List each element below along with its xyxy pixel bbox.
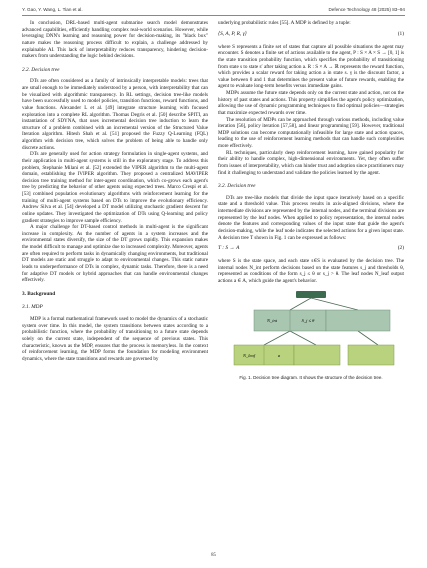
page-number: 85 — [211, 553, 216, 558]
left-column — [22, 20, 208, 362]
label-condition: S_j ≤ θ — [301, 317, 315, 323]
edge — [290, 331, 316, 345]
leaf-node — [348, 345, 394, 365]
paragraph: DTs are generally used for action strategy formulation in single-agent systems, and their application in multi-agent systems is still in the exploratory stage. To address this problem, Stephanie Milani et al. [52] extended the VIPER algorithm to the multi-agent domain, establishing the IVIPER algorithm. They proposed a centralized MAVIPER decision tree training method for inter-agent coordination, which co-grows each agent's tree by predicting the behavior of other agents using expected trees. Marco Crespi et al. [53] combined population evolutionary algorithms with reinforcement learning for the training of multi-agent systems based on DTs to improve the evolutionary efficiency. Andrew Silva et al. [54] developed a DT model utilizing stochastic gradient descent for online updates. They investigated the optimization of DTs using Q-learning and policy gradient strategies to improve sample efficiency. — [22, 151, 208, 224]
decision-tree-diagram — [218, 289, 404, 373]
label-n-int: N_int — [266, 317, 278, 323]
header-journal: Defence Technology 48 (2025) 83–94 — [328, 7, 405, 12]
right-column — [218, 20, 404, 381]
section-heading-3-2: 3.2. Decision tree — [218, 183, 256, 190]
edge — [358, 331, 378, 345]
header-rule — [22, 15, 405, 16]
label-n-leaf: N_leaf — [243, 352, 255, 358]
paragraph: where S represents a finite set of states that capture all possible situations the agent may encounter. S denotes a finite set of actions available to the agent, P : S × A × S → [0, 1] is the state transition probability function, which specifies the probability of transitioning from state s to state s′ after taking action a. R : S × A → ℝ represents the reward function, which provides a scalar reward for taking action a in state s. γ is the discount factor, a value between 0 and 1 that determines the present value of future rewards, enabling the agent to evaluate long-term benefits versus immediate gains. — [218, 43, 404, 90]
section-heading-3-1: 3.1. MDP — [22, 304, 43, 311]
paragraph: underlying probabilistic rules [55]. A MDP is defined by a tuple: — [218, 20, 351, 26]
paragraph: In conclusion, DRL-based multi-agent submarine search model demonstrates advanced capabilities, efficiently handling complex real-world scenarios. However, while leveraging DNN's learning and reasoning power for decision-making, its "black box" nature makes the reasoning process difficult to explain, a challenge addressed by explainable AI. This lack of interpretability reduces transparency, hindering decision-makers from understanding the logic behind decisions. — [22, 20, 208, 60]
edge — [290, 298, 311, 310]
equation-1-number: (1) — [397, 30, 404, 37]
decision-tree-figure — [218, 289, 404, 373]
equation-1-body: ⟨S, A, P, R, γ⟩ — [218, 30, 247, 37]
header-authors: Y. Gao, Y. Wang, L. Tian et al. — [22, 7, 83, 12]
paragraph: The resolution of MDPs can be approached through various methods, including value iteration [56], policy iteration [57,58], and linear programming [59]. However, traditional MDP solutions can become computationally infeasible for large state and action spaces, leading to the use of reinforcement learning methods that can handle such complexities more effectively. — [218, 116, 404, 149]
equation-2 — [218, 245, 404, 254]
edge — [264, 331, 290, 345]
paragraph: MDPs assume the future state depends only on the current state and action, not on the history of past states and actions. This property simplifies the agent's policy optimization, allowing the use of dynamic programming techniques to find optimal policies—strategies that maximize expected rewards over time. — [218, 90, 404, 116]
internal-node — [326, 310, 390, 331]
section-heading-2-2: 2.2. Decision tree — [22, 66, 60, 73]
equation-1 — [218, 31, 404, 40]
edge — [311, 298, 358, 310]
equation-2-body: T : S → A — [218, 245, 240, 252]
paragraph: A major challenge for DT-based control methods in multi-agent is the significant increase in complexity. As the number of agents in a system increases and the environmental states diversify, the size of the DT grows rapidly. This expansion makes the model difficult to manage and optimize due to increased complexity. Moreover, agents are often required to perform tasks in dynamically changing environments, but traditional DT models are static and struggle to adapt to environmental changes. This static nature leads to underperformance of DTs in complex, dynamic tasks. Therefore, there is a need for adaptive DT models or hybrid approaches that can handle environmental changes effectively. — [22, 224, 208, 284]
equation-2-number: (2) — [397, 245, 404, 252]
paragraph: MDP is a formal mathematical framework used to model the dynamics of a stochastic system over time. In this model, the system transitions between states according to a probabilistic function, where the probability of transitioning to a future state depends solely on the current state, independent of the sequence of previous states. This characteristic, known as the MDP, ensures that the process is memoryless. In the context of reinforcement learning, the MDP forms the foundation for modeling environment dynamics, where the state transitions and rewards are governed by — [22, 316, 208, 362]
label-action: a — [277, 352, 281, 358]
paragraph: where S is the state space, and each state s∈S is evaluated by the decision tree. The internal nodes N_int perform decisions based on the state features s_j and thresholds θ, represented as conditions of the form s_j ≤ θ or s_j > θ. The leaf nodes N_leaf output actions a ∈ A, which guide the agent's behavior. — [218, 258, 404, 284]
root-node — [296, 291, 326, 298]
figure-caption: Fig. 1. Decision tree diagram. It shows the structure of the decision tree. — [239, 374, 383, 380]
paragraph: DTs are tree-like models that divide the input space iteratively based on a specific state and a threshold value. This process results in axis-aligned divisions, where the intermediate divisions are represented by the internal nodes, and the terminal divisions are represented by the leaf nodes. When applied to policy representation, the internal nodes denote the features and corresponding values of the input state that guide the agent's decision-making, while the leaf node indicates the selected actions for a given input state. A decision tree T shown in Fig. 1 can be expressed as follows: — [218, 194, 404, 241]
paragraph: RL techniques, particularly deep reinforcement learning, have gained popularity for their ability to handle complex, high-dimensional environments. Yet, they often suffer from issues of interpretability, which can hinder trust and adoption since practitioners may find it challenging to understand and validate the policies learned by the agent. — [218, 149, 404, 176]
section-heading-3: 3. Background — [22, 290, 56, 297]
paragraph: DTs are often considered as a family of intrinsically interpretable models: trees that are small enough to be immediately understood by a person, with interpretability that can be visualized with algorithmic transparency. In RL settings, decision tree-like models have been successfully used to model policies, transition functions, reward functions, and value functions. Alexander L et al. [49] integrate structure learning with focused exploration into a complete RL algorithm. Thomas Degris et al. [50] describe SPITI, an instantiation of SDYNA, that uses incremental decision tree induction to learn the structure of a problem combined with an incremental version of the Structured Value Iteration algorithm. Hitesh Shah et al. [51] proposed the Fuzzy Q-Learning (FQL) algorithm with decision tree, which solves the problem of being able to handle only discrete actions. — [22, 78, 208, 151]
leaf-node — [294, 345, 340, 365]
